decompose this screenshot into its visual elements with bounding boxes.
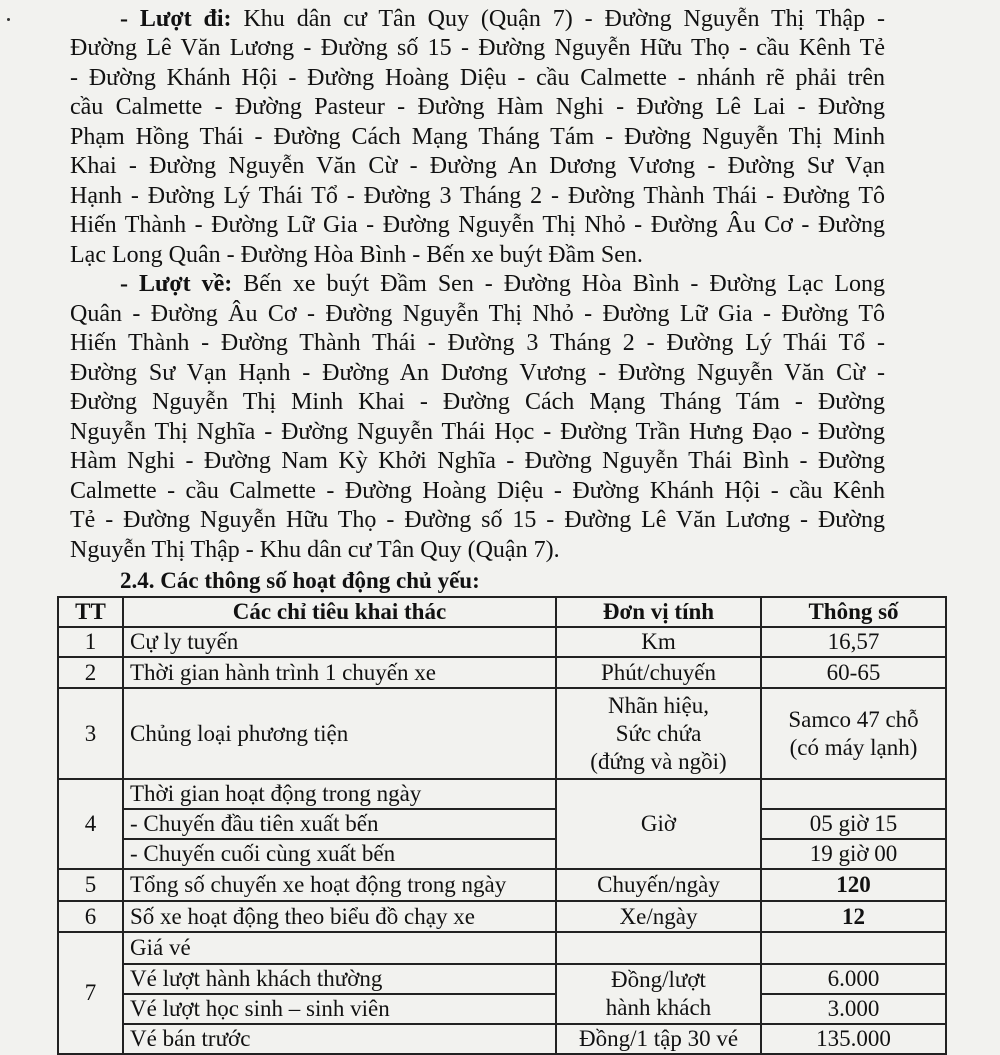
value-cell: 135.000 — [761, 1024, 946, 1054]
unit-cell: Giờ — [556, 779, 761, 869]
unit-line: Đồng/lượt — [611, 967, 706, 992]
route-line: cầu Calmette - Đường Pasteur - Đường Hàm Nghi - Đường Lê Lai - Đường — [70, 94, 885, 120]
unit-cell: Chuyến/ngày — [556, 869, 761, 901]
criteria-cell: Thời gian hoạt động trong ngày — [123, 779, 556, 809]
header-value: Thông số — [761, 597, 946, 627]
table-subrow — [58, 964, 946, 994]
table-row — [58, 627, 946, 657]
table-row — [58, 932, 946, 964]
header-tt: TT — [58, 597, 123, 627]
value-cell-empty — [761, 932, 946, 964]
value-cell: 120 — [761, 869, 946, 901]
row-number: 6 — [58, 901, 123, 932]
unit-cell — [556, 688, 761, 779]
unit-cell-empty — [556, 932, 761, 964]
row-number: 1 — [58, 627, 123, 657]
route-line: Nguyễn Thị Thập - Khu dân cư Tân Quy (Quận 7). — [70, 537, 560, 563]
outbound-label: - Lượt đi: — [120, 6, 232, 32]
table-row — [58, 901, 946, 932]
route-line: Tẻ - Đường Nguyễn Hữu Thọ - Đường số 15 - Đường Lê Văn Lương - Đường — [70, 507, 885, 533]
table-subrow — [58, 1024, 946, 1054]
row-number: 5 — [58, 869, 123, 901]
route-line: Lạc Long Quân - Đường Hòa Bình - Bến xe buýt Đầm Sen. — [70, 242, 643, 268]
route-line: Nguyễn Thị Nghĩa - Đường Nguyễn Thái Học - Đường Trần Hưng Đạo - Đường — [70, 419, 885, 445]
value-line: Samco 47 chỗ — [788, 706, 919, 732]
criteria-cell: Giá vé — [123, 932, 556, 964]
value-cell: 12 — [761, 901, 946, 932]
value-cell: 05 giờ 15 — [761, 809, 946, 839]
row-number: 3 — [58, 688, 123, 779]
criteria-cell: Chủng loại phương tiện — [123, 688, 556, 779]
unit-cell: Xe/ngày — [556, 901, 761, 932]
criteria-cell: Vé bán trước — [123, 1024, 556, 1054]
unit-line: (đứng và ngồi) — [590, 748, 727, 774]
table-row — [58, 688, 946, 779]
header-criteria: Các chỉ tiêu khai thác — [123, 597, 556, 627]
route-line: Khai - Đường Nguyễn Văn Cừ - Đường An Dương Vương - Đường Sư Vạn — [70, 153, 885, 179]
table-subrow — [58, 994, 946, 1024]
criteria-cell: Cự ly tuyến — [123, 627, 556, 657]
route-line: Hiến Thành - Đường Thành Thái - Đường 3 Tháng 2 - Đường Lý Thái Tổ - — [70, 330, 885, 356]
route-line: Đường Nguyễn Thị Minh Khai - Đường Cách Mạng Tháng Tám - Đường — [70, 389, 885, 415]
row-number: 2 — [58, 657, 123, 688]
table-subrow — [58, 809, 946, 839]
table-row — [58, 779, 946, 809]
value-cell: 16,57 — [761, 627, 946, 657]
unit-cell: Đồng/1 tập 30 vé — [556, 1024, 761, 1054]
operating-parameters-table — [57, 596, 947, 1055]
route-line: Đường Lê Văn Lương - Đường số 15 - Đường Nguyễn Hữu Thọ - cầu Kênh Tẻ — [70, 35, 885, 61]
value-cell-empty — [761, 779, 946, 809]
criteria-cell: - Chuyến cuối cùng xuất bến — [123, 839, 556, 869]
criteria-cell: Vé lượt học sinh – sinh viên — [123, 994, 556, 1024]
criteria-cell: - Chuyến đầu tiên xuất bến — [123, 809, 556, 839]
unit-cell: Km — [556, 627, 761, 657]
unit-line: Sức chứa — [615, 720, 702, 746]
table-row — [58, 869, 946, 901]
return-label: - Lượt về: — [120, 271, 233, 297]
unit-line: Nhãn hiệu, — [608, 692, 709, 718]
unit-cell — [556, 964, 761, 1024]
value-cell: 6.000 — [761, 964, 946, 994]
section-heading: 2.4. Các thông số hoạt động chủ yếu: — [120, 568, 480, 593]
header-unit: Đơn vị tính — [556, 597, 761, 627]
criteria-cell: Tổng số chuyến xe hoạt động trong ngày — [123, 869, 556, 901]
route-line: Calmette - cầu Calmette - Đường Hoàng Diệu - Đường Khánh Hội - cầu Kênh — [70, 478, 885, 504]
value-cell: 19 giờ 00 — [761, 839, 946, 869]
scan-speck — [7, 18, 10, 21]
value-cell: 3.000 — [761, 994, 946, 1024]
value-cell: 60-65 — [761, 657, 946, 688]
row-number: 7 — [58, 932, 123, 1054]
table-row — [58, 657, 946, 688]
route-line: Quân - Đường Âu Cơ - Đường Nguyễn Thị Nhỏ - Đường Lữ Gia - Đường Tô — [70, 301, 885, 327]
route-line: Hiến Thành - Đường Lữ Gia - Đường Nguyễn Thị Nhỏ - Đường Âu Cơ - Đường — [70, 212, 885, 238]
route-line: - Lượt đi: Khu dân cư Tân Quy (Quận 7) - Đường Nguyễn Thị Thập - — [120, 6, 885, 32]
row-number: 4 — [58, 779, 123, 869]
criteria-cell: Thời gian hành trình 1 chuyến xe — [123, 657, 556, 688]
route-line: - Lượt về: Bến xe buýt Đầm Sen - Đường Hòa Bình - Đường Lạc Long — [120, 271, 886, 297]
table-header-row — [58, 597, 946, 627]
unit-cell: Phút/chuyến — [556, 657, 761, 688]
route-line: Hạnh - Đường Lý Thái Tổ - Đường 3 Tháng 2 - Đường Thành Thái - Đường Tô — [70, 183, 885, 209]
route-line: - Đường Khánh Hội - Đường Hoàng Diệu - cầu Calmette - nhánh rẽ phải trên — [70, 65, 885, 91]
route-line: Phạm Hồng Thái - Đường Cách Mạng Tháng Tám - Đường Nguyễn Thị Minh — [70, 124, 885, 150]
unit-line: hành khách — [605, 995, 712, 1020]
table-subrow — [58, 839, 946, 869]
value-line: (có máy lạnh) — [789, 734, 918, 760]
value-cell — [761, 688, 946, 779]
criteria-cell: Số xe hoạt động theo biểu đồ chạy xe — [123, 901, 556, 932]
criteria-cell: Vé lượt hành khách thường — [123, 964, 556, 994]
route-line: Đường Sư Vạn Hạnh - Đường An Dương Vương - Đường Nguyễn Văn Cừ - — [70, 360, 885, 386]
route-line: Hàm Nghi - Đường Nam Kỳ Khởi Nghĩa - Đường Nguyễn Thái Bình - Đường — [70, 448, 885, 474]
